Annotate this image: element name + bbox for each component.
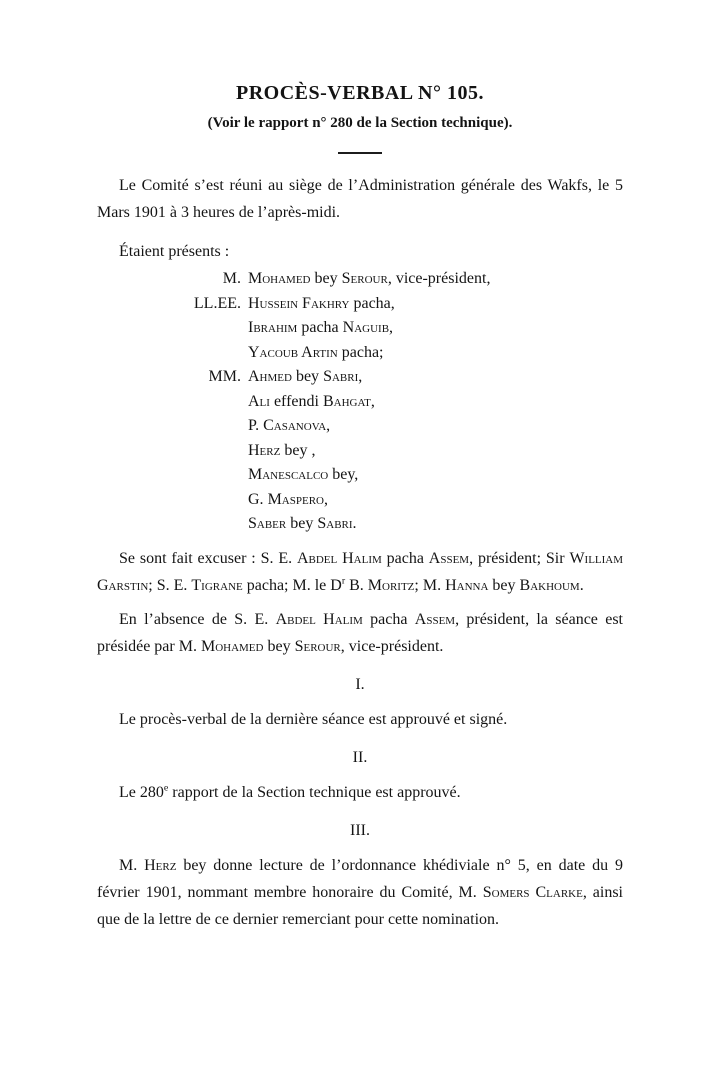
- attendee-prefix: [97, 463, 248, 488]
- attendee-prefix: [97, 414, 248, 439]
- absence-paragraph: En l’absence de S. E. Abdel Halim pacha Assem, président, la séance est présidée par M. Mohamed bey Serour, vice-président.: [97, 610, 623, 655]
- small-caps-name: Bahgat: [322, 392, 371, 410]
- attendee-name: G. Maspero,: [248, 490, 328, 508]
- attendee-row: [97, 316, 623, 341]
- opening-paragraph: Le Comité s’est réuni au siège de l’Administration générale des Wakfs, le 5 Mars 1901 à 3 heures de l’après-midi.: [97, 177, 623, 221]
- small-caps-name: Maspero: [267, 490, 324, 508]
- presents-label: Étaient présents :: [119, 243, 230, 260]
- small-caps-name: Sabri: [317, 515, 353, 532]
- section-numeral: III.: [350, 821, 370, 839]
- attendee-prefix: [97, 512, 248, 537]
- small-caps-name: Manescalco: [248, 466, 329, 483]
- attendee-prefix: LL.EE.: [193, 294, 241, 312]
- attendee-name: P. Casanova,: [248, 417, 331, 434]
- small-caps-name: Serour: [294, 637, 341, 655]
- small-caps-name: Mohamed: [200, 637, 264, 655]
- small-caps-name: Mohamed: [248, 270, 311, 287]
- attendee-row: [97, 390, 623, 415]
- separator-rule: [338, 152, 382, 154]
- small-caps-name: Naguib: [342, 319, 390, 336]
- attendee-name: Mohamed bey Serour, vice-président,: [248, 270, 491, 287]
- small-caps-name: Hussein Fakhry: [248, 294, 350, 312]
- attendee-name: Ahmed bey Sabri,: [248, 368, 363, 385]
- attendee-row: [97, 365, 623, 390]
- attendee-prefix: [97, 390, 248, 415]
- attendee-row: [97, 414, 623, 439]
- section-numeral: II.: [352, 748, 368, 766]
- small-caps-name: William Garstin: [97, 549, 624, 594]
- section-numeral: I.: [355, 675, 365, 693]
- small-caps-name: Ibrahim: [248, 319, 298, 336]
- small-caps-name: Herz: [248, 441, 281, 459]
- attendee-prefix: [97, 341, 248, 366]
- small-caps-name: Yacoub Artin: [248, 343, 338, 361]
- small-caps-name: Abdel Halim: [296, 549, 382, 567]
- small-caps-name: Somers Clarke: [482, 883, 583, 901]
- section-paragraph: M. Herz bey donne lecture de l’ordonnance khédiviale n° 5, en date du 9 février 1901, nommant membre honoraire du Comité, M. Somers Clarke, ainsi que de la lettre de ce dernier remerciant pour cette nomination.: [97, 856, 623, 928]
- section-paragraph: Le 280e rapport de la Section technique est approuvé.: [119, 782, 461, 801]
- attendee-name: Manescalco bey,: [248, 466, 359, 483]
- attendee-prefix: M.: [222, 270, 241, 287]
- sections: [97, 676, 623, 933]
- small-caps-name: Abdel Halim: [275, 610, 363, 628]
- small-caps-name: Herz: [144, 856, 177, 874]
- small-caps-name: Saber: [248, 515, 287, 532]
- attendee-prefix: [97, 439, 248, 464]
- small-caps-name: Ahmed: [248, 368, 292, 385]
- attendee-row: [97, 292, 623, 317]
- attendee-name: Saber bey Sabri.: [248, 515, 357, 532]
- small-caps-name: Serour: [341, 270, 388, 287]
- attendee-row: [97, 463, 623, 488]
- small-caps-name: Assem: [414, 610, 456, 628]
- attendee-name: Ali effendi Bahgat,: [248, 392, 375, 410]
- attendee-row: [97, 439, 623, 464]
- attendee-row: [97, 488, 623, 513]
- attendee-prefix: MM.: [208, 368, 241, 385]
- attendee-prefix: [97, 488, 248, 513]
- section-paragraph: Le procès-verbal de la dernière séance est approuvé et signé.: [119, 710, 508, 728]
- attendee-name: Ibrahim pacha Naguib,: [248, 319, 394, 336]
- small-caps-name: Ali: [248, 392, 270, 410]
- small-caps-name: Sabri: [323, 368, 359, 385]
- attendee-name: Yacoub Artin pacha;: [248, 343, 384, 361]
- small-caps-name: Hanna: [445, 576, 489, 594]
- superscript: e: [163, 782, 169, 794]
- attendee-row: [97, 512, 623, 537]
- excused-paragraph: Se sont fait excuser : S. E. Abdel Halim pacha Assem, président; Sir William Garstin; S. E. Tigrane pacha; M. le $D^r$ B. Moritz; M. Hanna bey Bakhoum.: [97, 549, 624, 594]
- small-caps-name: Moritz: [367, 576, 415, 594]
- document-title: PROCÈS-VERBAL N° 105.: [236, 82, 484, 104]
- attendee-name: Hussein Fakhry pacha,: [248, 294, 395, 312]
- attendee-list: [97, 267, 623, 537]
- attendee-prefix: [97, 316, 248, 341]
- attendee-row: [97, 341, 623, 366]
- document-subtitle: (Voir le rapport n° 280 de la Section technique).: [207, 115, 513, 131]
- superscript: r: [341, 575, 346, 587]
- small-caps-name: Casanova: [263, 417, 327, 434]
- small-caps-name: Tigrane: [191, 576, 243, 594]
- small-caps-name: Bakhoum: [519, 576, 580, 594]
- attendee-row: [97, 267, 623, 292]
- small-caps-name: Assem: [428, 549, 470, 567]
- attendee-name: Herz bey ,: [248, 441, 316, 459]
